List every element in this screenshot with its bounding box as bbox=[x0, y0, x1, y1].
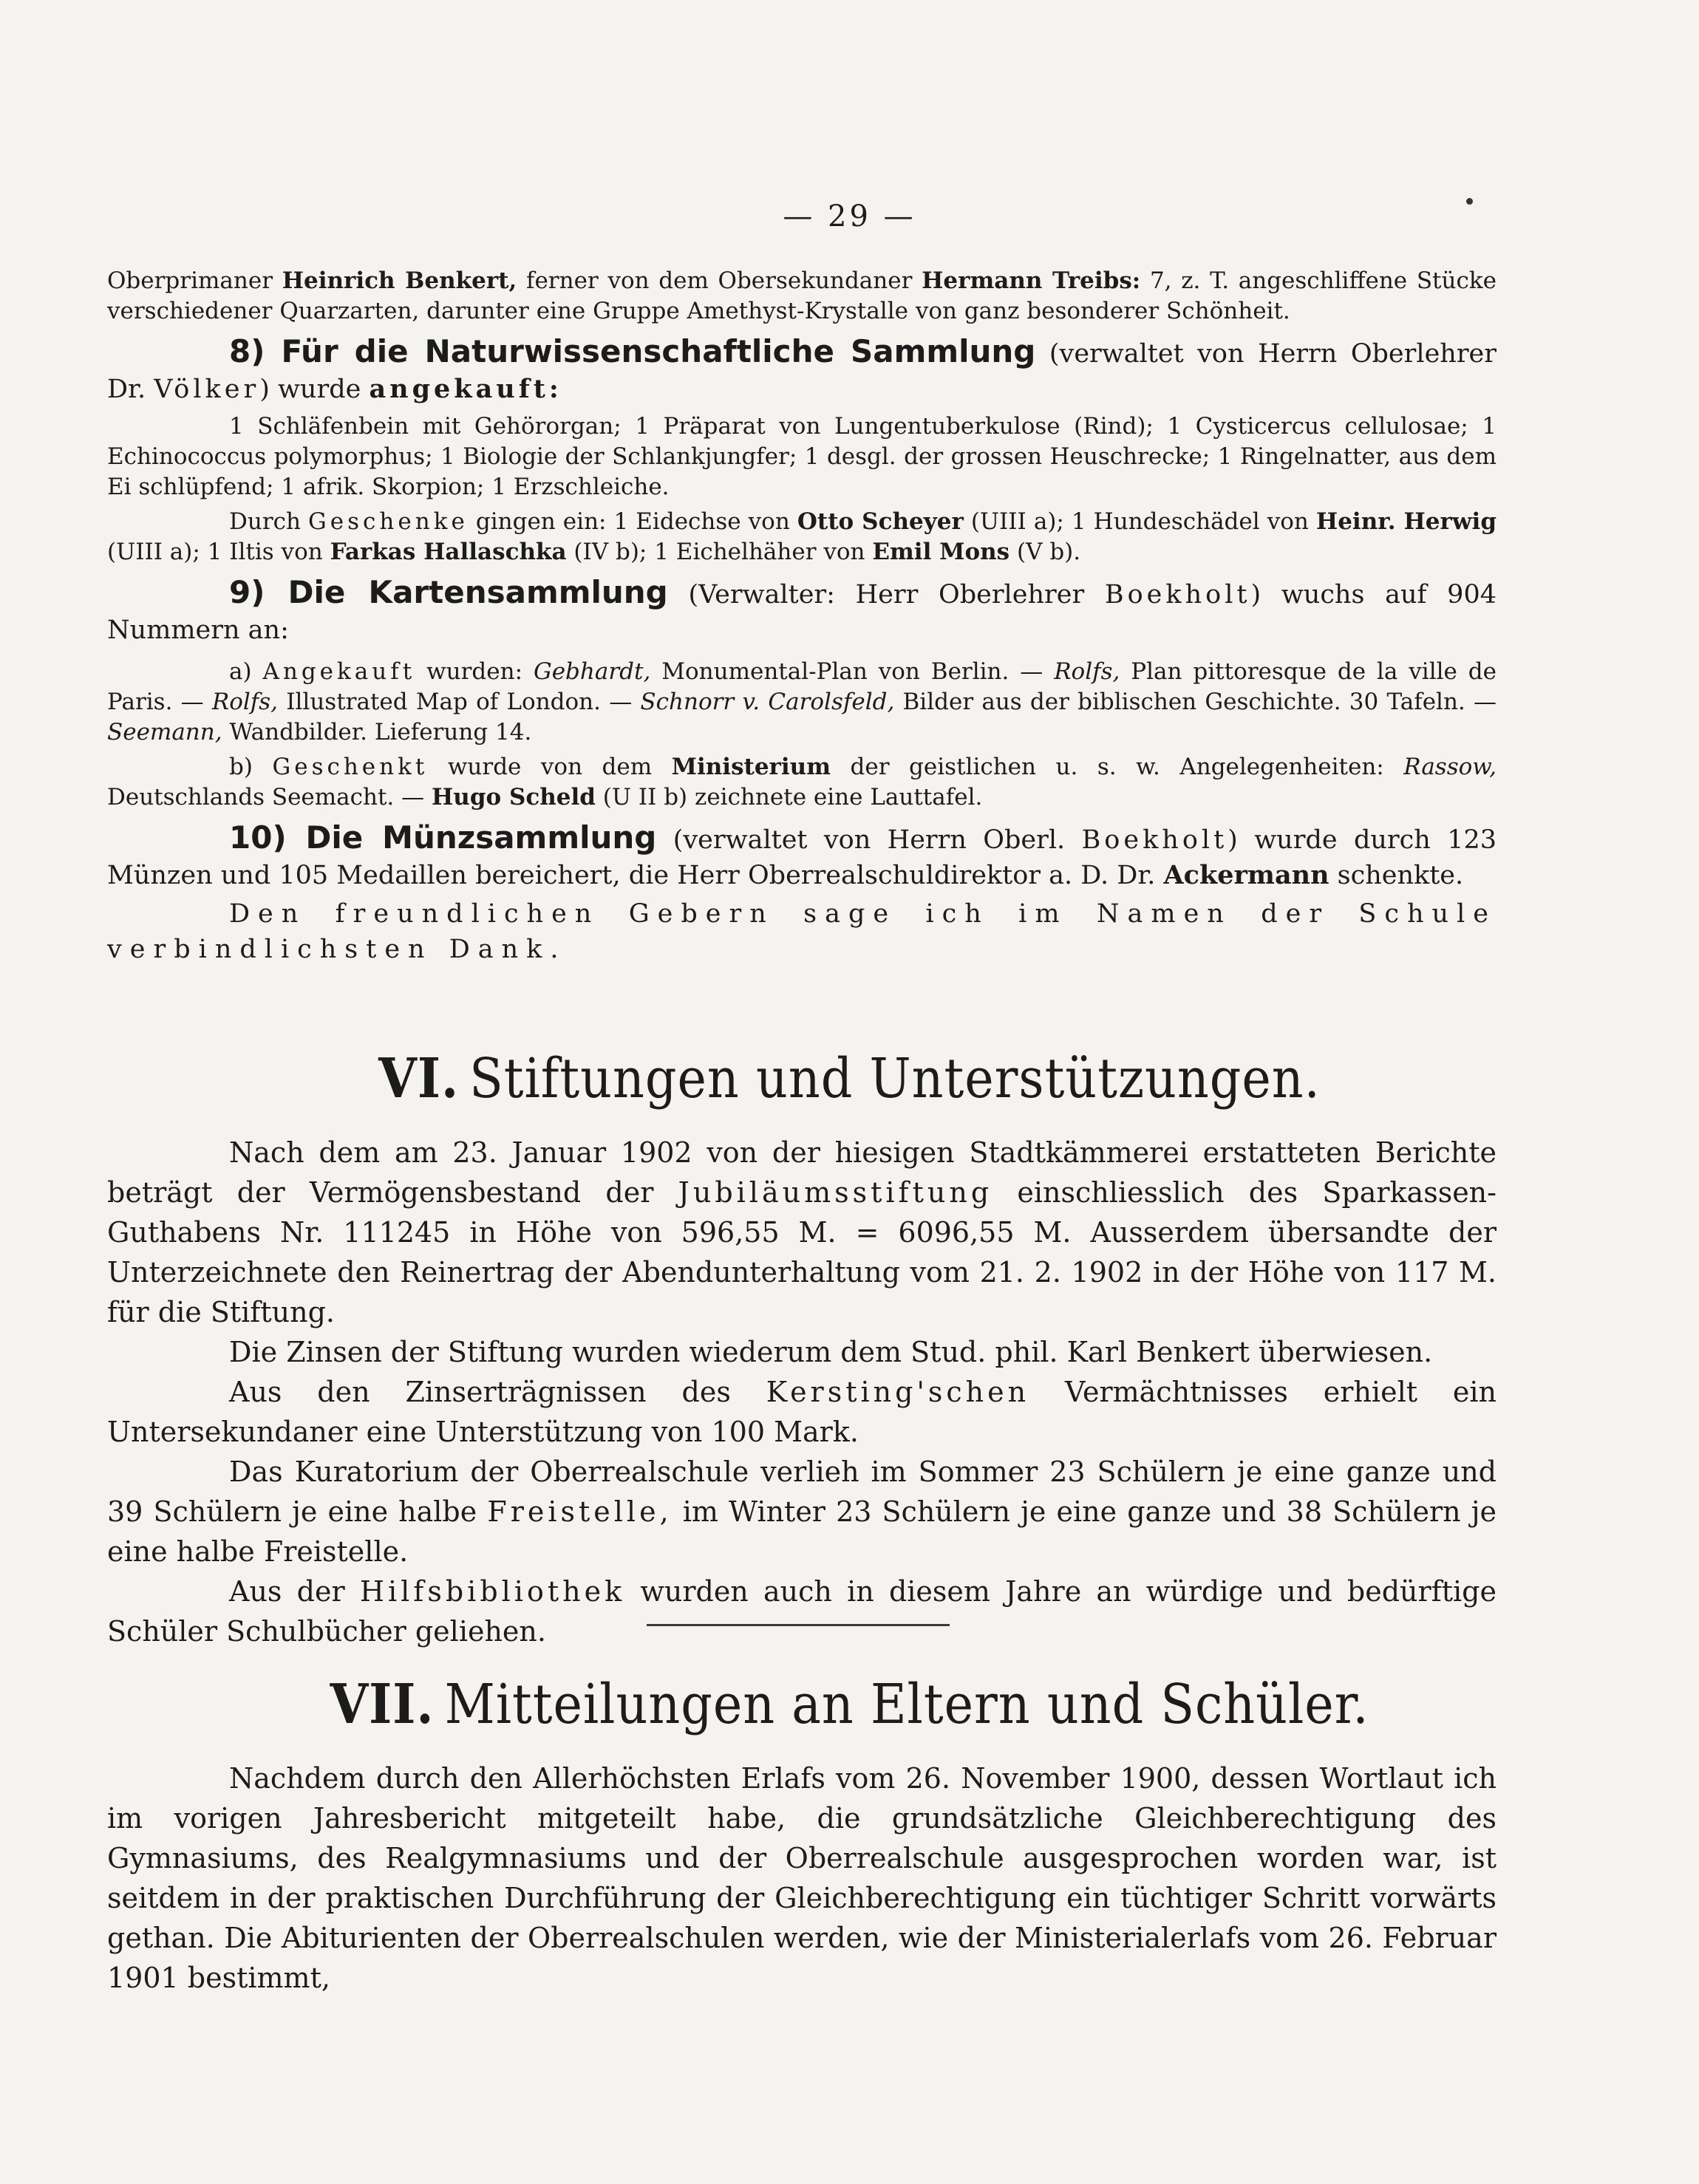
vi-paragraph-1: Nach dem am 23. Januar 1902 von der hiesigen Stadtkämmerei erstatteten Berichte beträgt der Vermögensbestand der Jubiläumsstiftung einschliesslich des Sparkassen-Guthabens Nr. 111245 in Höhe von 596,55 M. = 6096,55 M. Ausserdem übersandte der Unterzeichnete den Reinertrag der Abendunterhaltung vom 21. 2. 1902 in der Höhe von 117 M. für die Stiftung. bbox=[107, 1136, 1497, 1328]
section-vii-heading: VII. Mitteilungen an Eltern und Schüler. bbox=[330, 1673, 1369, 1736]
section-vi-heading: VI. Stiftungen und Unterstützungen. bbox=[378, 1047, 1321, 1110]
purchased-items: 1 Schläfenbein mit Gehörorgan; 1 Präparat von Lungentuberkulose (Rind); 1 Cysticercus cellulosae; 1 Echinococcus polymorphus; 1 Biologie der Schlankjungfer; 1 desgl. der grossen Heuschrecke; 1 Ringelnatter, aus dem Ei schlüpfend; 1 afrik. Skorpion; 1 Erzschleiche. bbox=[107, 413, 1497, 500]
vi-paragraph-2: Die Zinsen der Stiftung wurden wiederum dem Stud. phil. Karl Benkert überwiesen. bbox=[229, 1336, 1433, 1368]
collections-section bbox=[107, 266, 1497, 967]
map-gifts: b) Geschenkt wurde von dem Ministerium der geistlichen u. s. w. Angelegenheiten: Rassow, Deutschlands Seemacht. — Hugo Scheld (U II b) zeichnete eine Lauttafel. bbox=[107, 754, 1497, 811]
vi-paragraph-5: Aus der Hilfsbibliothek wurden auch in diesem Jahre an würdige und bedürftige Schüler Schulbücher geliehen. bbox=[107, 1575, 1497, 1648]
section-divider bbox=[647, 1624, 950, 1626]
intro-paragraph: Oberprimaner Heinrich Benkert, ferner von dem Obersekundaner Hermann Treibs: 7, z. T. angeschliffene Stücke verschiedener Quarzarten, darunter eine Gruppe Amethyst-Krystalle von ganz besonderer Schönheit. bbox=[107, 267, 1497, 324]
section-10-heading: 10) Die Münzsammlung bbox=[229, 819, 657, 856]
map-purchases: a) Angekauft wurden: Gebhardt, Monumental-Plan von Berlin. — Rolfs, Plan pittoresque de la ville de Paris. — Rolfs, Illustrated Map of London. — Schnorr v. Carolsfeld, Bilder aus der biblischen Geschichte. 30 Tafeln. — Seemann, Wandbilder. Lieferung 14. bbox=[107, 658, 1497, 745]
section-8-heading: 8) Für die Naturwissenschaftliche Sammlung bbox=[229, 333, 1036, 369]
section-9-heading: 9) Die Kartensammlung bbox=[229, 574, 668, 610]
vi-paragraph-4: Das Kuratorium der Oberrealschule verlieh im Sommer 23 Schülern je eine ganze und 39 Schülern je eine halbe Freistelle, im Winter 23 Schülern je eine ganze und 38 Schülern je eine halbe Freistelle. bbox=[107, 1456, 1497, 1568]
coin-collection-paragraph: 10) Die Münzsammlung (verwaltet von Herrn Oberl. Boekholt) wurde durch 123 Münzen und 105 Medaillen bereichert, die Herr Oberrealschuldirektor a. D. Dr. Ackermann schenkte. bbox=[107, 819, 1497, 890]
donations-paragraph: Durch Geschenke gingen ein: 1 Eidechse von Otto Scheyer (UIII a); 1 Hundeschädel von Heinr. Herwig (UIII a); 1 Iltis von Farkas Hallaschka (IV b); 1 Eichelhäher von Emil Mons (V b). bbox=[107, 508, 1497, 565]
parents-section bbox=[107, 1758, 1497, 1998]
thanks-paragraph: Den freundlichen Gebern sage ich im Namen der Schule verbindlichsten Dank. bbox=[107, 899, 1497, 964]
vii-paragraph-1: Nachdem durch den Allerhöchsten Erlafs vom 26. November 1900, dessen Wortlaut ich im vorigen Jahresbericht mitgeteilt habe, die grundsätzliche Gleichberechtigung des Gymnasiums, des Realgymnasiums und der Oberrealschule ausgesprochen worden war, ist seitdem in der praktischen Durchführung der Gleichberechtigung ein tüchtiger Schritt vorwärts gethan. Die Abiturienten der Oberrealschulen werden, wie der Ministerialerlafs vom 26. Februar 1901 bestimmt, bbox=[107, 1762, 1497, 1994]
page-number: — 29 — bbox=[783, 199, 916, 233]
natural-science-paragraph: 8) Für die Naturwissenschaftliche Sammlung (verwaltet von Herrn Oberlehrer Dr. Völker) wurde angekauft: bbox=[107, 333, 1497, 404]
map-collection-paragraph: 9) Die Kartensammlung (Verwalter: Herr Oberlehrer Boekholt) wuchs auf 904 Nummern an: bbox=[107, 574, 1497, 645]
foundations-section bbox=[107, 1133, 1497, 1651]
vi-paragraph-3: Aus den Zinserträgnissen des Kersting'schen Vermächtnisses erhielt ein Untersekundaner eine Unterstützung von 100 Mark. bbox=[107, 1376, 1497, 1448]
